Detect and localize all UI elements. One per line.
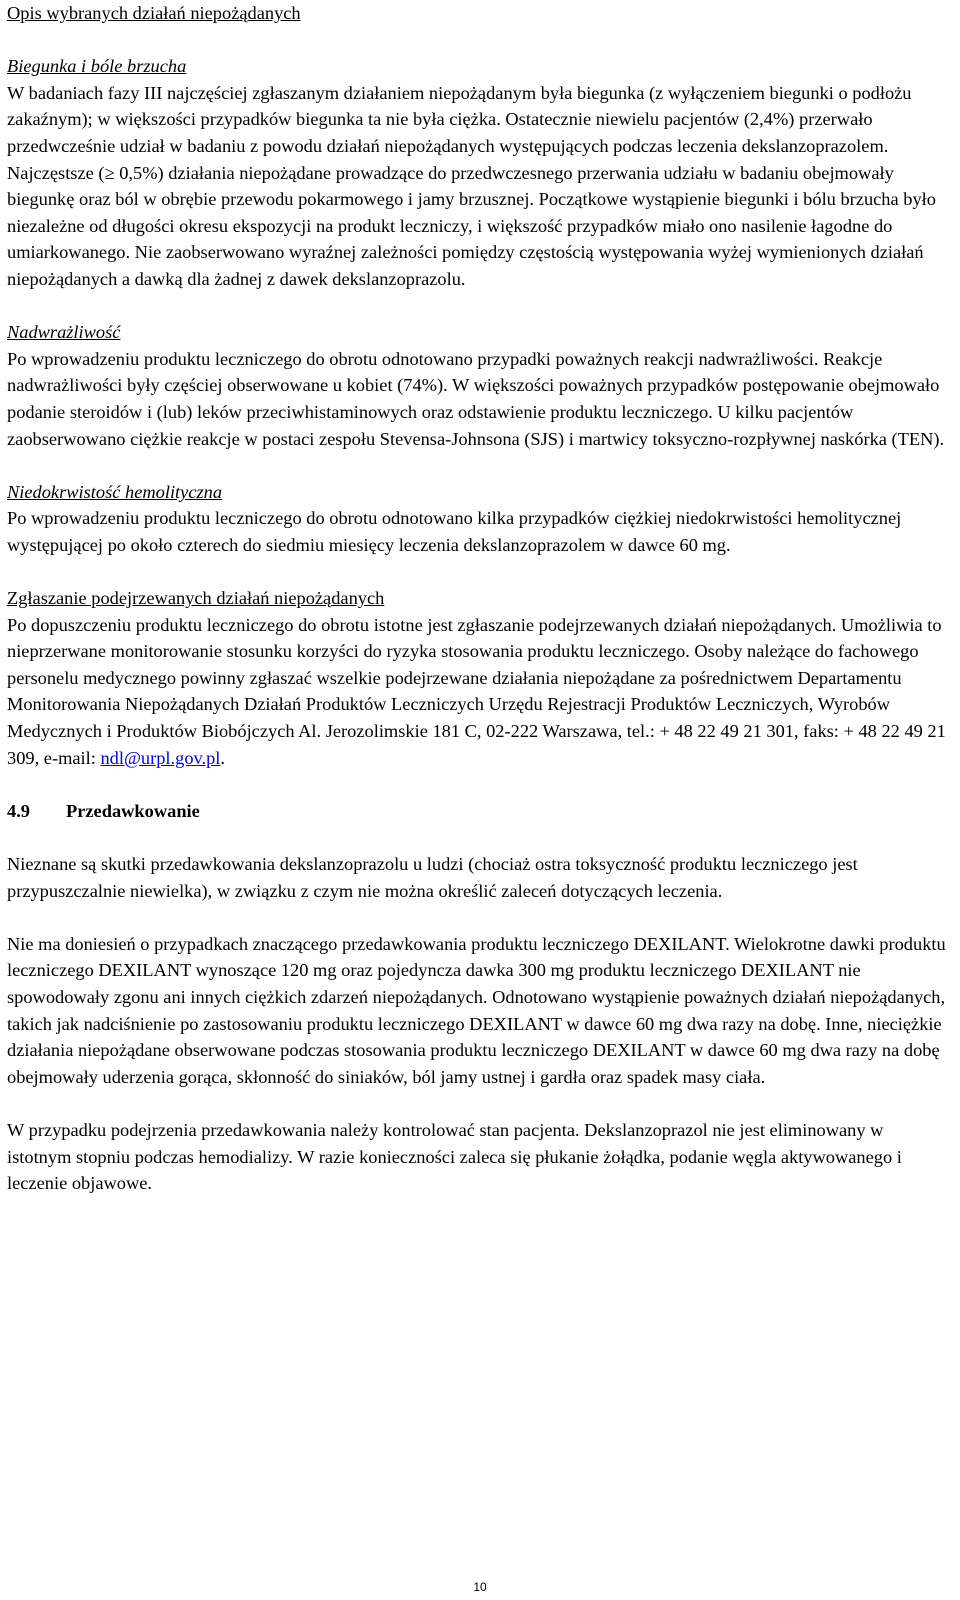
spacer (7, 558, 952, 585)
paragraph-diarrhea-pain: W badaniach fazy III najczęściej zgłaszanym działaniem niepożądanym była biegunka (z wyłączeniem biegunki o podłożu zakaźnym); w większości przypadków biegunka ta nie była ciężka. Ostatecznie niewielu pacjentów (2,4%) przerwało przedwcześnie udział w badaniu z powodu działań niepożądanych występujących podczas leczenia dekslanzoprazolem. Najczęstsze (≥ 0,5%) działania niepożądane prowadzące do przedwczesnego przerwania udziału w badaniu obejmowały biegunkę oraz ból w obrębie przewodu pokarmowego i jamy brzusznej. Początkowe wystąpienie biegunki i bólu brzucha było niezależne od długości okresu ekspozycji na produkt leczniczy, i większość przypadków miało ono nasilenie łagodne do umiarkowanego. Nie zaobserwowano wyraźnej zależności pomiędzy częstością występowania wyżej wymienionych działań niepożądanych a dawką dla żadnej z dawek dekslanzoprazolu. (7, 82, 936, 289)
spacer (7, 293, 952, 320)
spacer (7, 904, 952, 931)
section-heading-title: Przedawkowanie (66, 800, 200, 821)
reporting-text: Po dopuszczeniu produktu leczniczego do obrotu istotne jest zgłaszanie podejrzewanych działań niepożądanych. Umożliwia to nieprzerwane monitorowanie stosunku korzyści do ryzyka stosowania produktu leczniczego. Osoby należące do fachowego personelu medycznego powinny zgłaszać wszelkie podejrzewane działania niepożądane za pośrednictwem Departamentu Monitorowania Niepożądanych Działań Produktów Leczniczych Urzędu Rejestracji Produktów Leczniczych, Wyrobów Medycznych i Produktów Biobójczych Al. Jerozolimskie 181 C, 02-222 Warszawa, tel.: + 48 22 49 21 301, faks: + 48 22 49 21 309, e-mail: (7, 614, 946, 768)
spacer (7, 824, 952, 851)
subheading-hemolytic-anemia: Niedokrwistość hemolityczna (7, 481, 223, 502)
subheading-reporting: Zgłaszanie podejrzewanych działań niepożądanych (7, 588, 385, 609)
reporting-end: . (220, 747, 226, 768)
paragraph-hemolytic-anemia: Po wprowadzeniu produktu leczniczego do obrotu odnotowano kilka przypadków ciężkiej niedokrwistości hemolitycznej występującej po około czterech do siedmiu miesięcy leczenia dekslanzoprazolem w dawce 60 mg. (7, 508, 902, 555)
paragraph-overdose-3: W przypadku podejrzenia przedawkowania należy kontrolować stan pacjenta. Dekslanzoprazol nie jest eliminowany w istotnym stopniu podczas hemodializy. W razie konieczności zaleca się płukanie żołądka, podanie węgla aktywowanego i leczenie objawowe. (7, 1119, 902, 1194)
spacer (7, 452, 952, 479)
email-link[interactable]: ndl@urpl.gov.pl (100, 747, 221, 768)
spacer (7, 27, 952, 54)
subheading-hypersensitivity: Nadwrażliwość (7, 322, 121, 343)
paragraph-hypersensitivity: Po wprowadzeniu produktu leczniczego do obrotu odnotowano przypadki poważnych reakcji nadwrażliwości. Reakcje nadwrażliwości były częściej obserwowane u kobiet (74%). W większości poważnych przypadków postępowanie obejmowało podanie steroidów i (lub) leków przeciwhistaminowych oraz odstawienie produktu leczniczego. U kilku pacjentów zaobserwowano ciężkie reakcje w postaci zespołu Stevensa-Johnsona (SJS) i martwicy toksyczno-rozpływnej naskórka (TEN). (7, 348, 945, 449)
paragraph-overdose-2: Nie ma doniesień o przypadkach znaczącego przedawkowania produktu leczniczego DEXILANT. Wielokrotne dawki produktu leczniczego DEXILANT wynoszące 120 mg oraz pojedyncza dawka 300 mg produktu leczniczego DEXILANT nie spowodowały zgonu ani innych ciężkich zdarzeń niepożądanych. Odnotowano wystąpienie poważnych działań niepożądanych, takich jak nadciśnienie po zastosowaniu produktu leczniczego DEXILANT w dawce 60 mg dwa razy na dobę. Inne, nieciężkie działania niepożądane obserwowane podczas stosowania produktu leczniczego DEXILANT w dawce 60 mg dwa razy na dobę obejmowały uderzenia gorąca, skłonność do siniaków, ból jamy ustnej i gardła oraz spadek masy ciała. (7, 933, 946, 1087)
section-heading-overdose (7, 798, 952, 825)
spacer (7, 771, 952, 798)
section-number: 4.9 (7, 800, 30, 821)
page-number: 10 (473, 1580, 487, 1594)
document-page (7, 0, 952, 1197)
paragraph-reporting (7, 612, 952, 772)
paragraph-overdose-1: Nieznane są skutki przedawkowania dekslanzoprazolu u ludzi (chociaż ostra toksyczność produktu leczniczego jest przypuszczalnie niewielka), w związku z czym nie można określić zaleceń dotyczących leczenia. (7, 854, 858, 901)
spacer (7, 1090, 952, 1117)
subheading-diarrhea-pain: Biegunka i bóle brzucha (7, 56, 187, 77)
section-title: Opis wybranych działań niepożądanych (7, 3, 301, 23)
